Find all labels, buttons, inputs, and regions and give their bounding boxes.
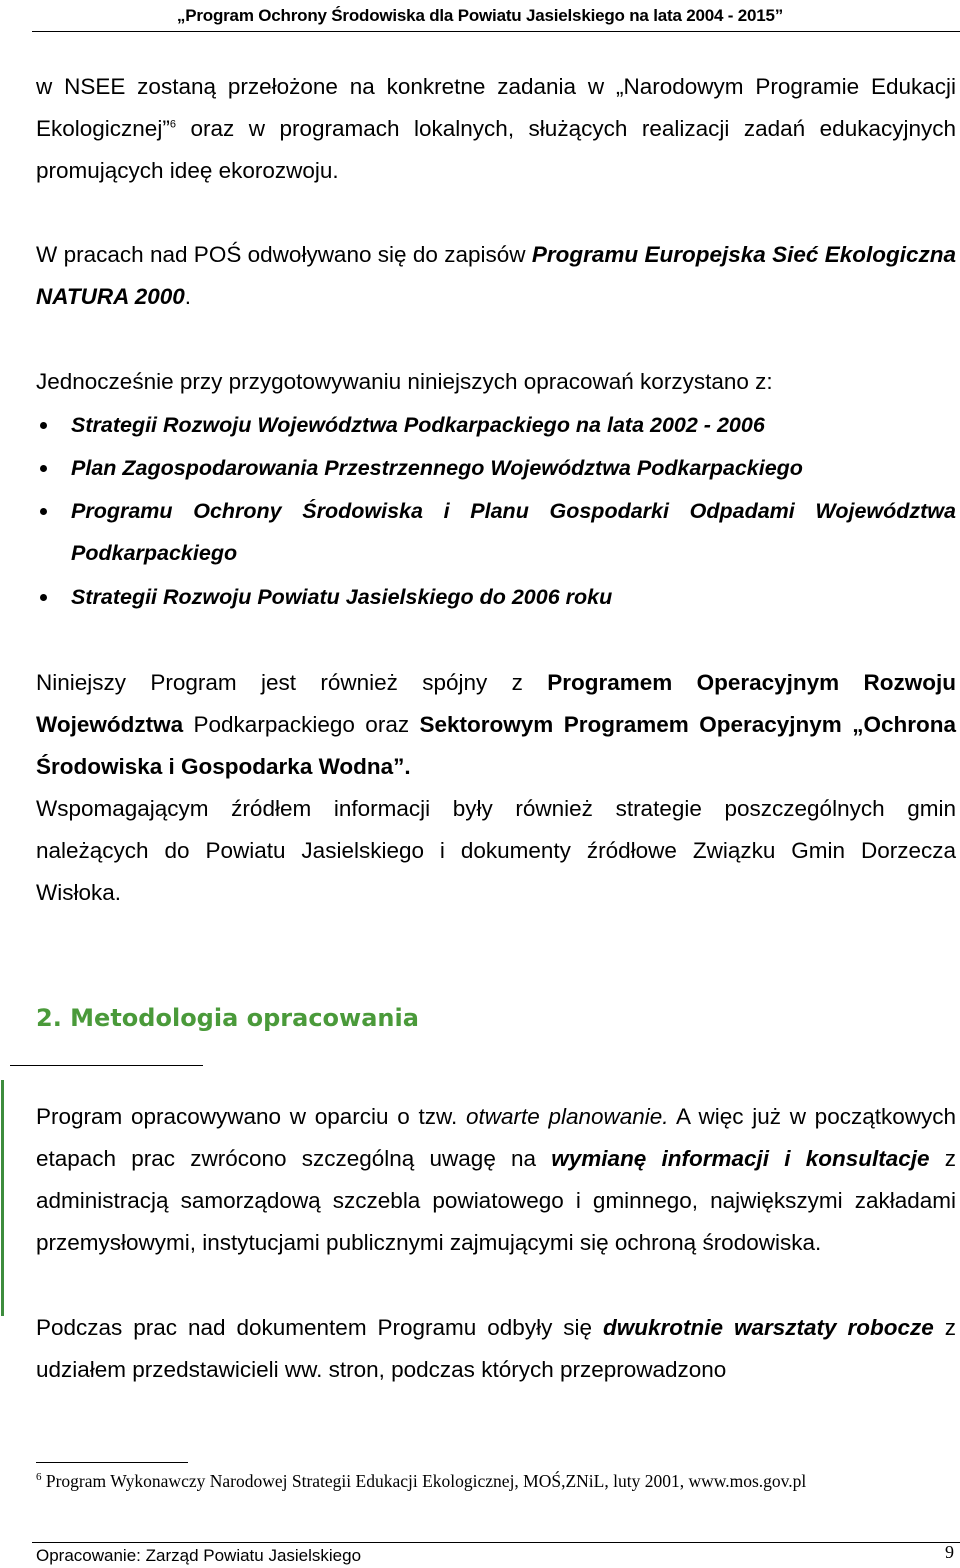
header-rule xyxy=(32,31,960,32)
source-list xyxy=(36,404,956,619)
page-number: 9 xyxy=(945,1542,954,1562)
list-item-text: Strategii Rozwoju Województwa Podkarpackiego na lata 2002 - 2006 xyxy=(71,413,765,437)
para1-text-2: oraz w programach lokalnych, służących realizacji zadań edukacyjnych promujących ideę ekorozwoju. xyxy=(36,116,956,183)
change-bar xyxy=(1,1080,4,1316)
section-heading: 2. Metodologia opracowania xyxy=(36,1004,419,1032)
para2-natura-program: Programu Europejska Sieć Ekologiczna NATURA 2000 xyxy=(36,242,956,309)
para7-emphasis: dwukrotnie warsztaty robocze xyxy=(603,1315,934,1340)
footnote-text: Program Wykonawczy Narodowej Strategii Edukacji Ekologicznej, MOŚ,ZNiL, luty 2001, www.mos.gov.pl xyxy=(41,1471,807,1491)
list-item-text: Plan Zagospodarowania Przestrzennego Województwa Podkarpackiego xyxy=(71,456,803,480)
para7-text-2: z udziałem przedstawicieli ww. stron, podczas których przeprowadzono xyxy=(36,1315,956,1382)
list-item-text: Programu Ochrony Środowiska i Planu Gospodarki Odpadami Województwa Podkarpackiego xyxy=(71,499,956,565)
para4-program-name-2: Sektorowym Programem Operacyjnym „Ochrona Środowiska i Gospodarka Wodna” xyxy=(36,712,956,779)
paragraph-4 xyxy=(36,662,956,788)
para6-text-3: z administracją samorządową szczebla powiatowego i gminnego, największymi zakładami przemysłowymi, instytucjami publicznymi zajmującymi się ochroną środowiska. xyxy=(36,1146,956,1255)
paragraph-2 xyxy=(36,234,956,318)
list-item xyxy=(36,404,956,447)
footnote-ref: 6 xyxy=(169,118,176,131)
bullet-icon xyxy=(40,594,47,601)
para4-text-1: Niniejszy Program jest również spójny z xyxy=(36,670,548,695)
paragraph-1 xyxy=(36,66,956,192)
bullet-icon xyxy=(40,508,47,515)
para2-text-1: W pracach nad POŚ odwoływano się do zapisów xyxy=(36,242,532,267)
footnote-rule xyxy=(36,1462,188,1463)
para6-text-2: A więc już w początkowych etapach prac zwrócono szczególną uwagę na xyxy=(36,1104,956,1171)
footnote-number: 6 xyxy=(36,1471,42,1484)
bullet-icon xyxy=(40,465,47,472)
paragraph-7 xyxy=(36,1307,956,1391)
bullet-icon xyxy=(40,422,47,429)
footer-rule xyxy=(32,1542,960,1543)
list-item-text: Strategii Rozwoju Powiatu Jasielskiego do 2006 roku xyxy=(71,585,613,609)
para6-open-planning: otwarte planowanie. xyxy=(465,1104,669,1129)
list-item xyxy=(36,447,956,490)
para7-text-1: Podczas prac nad dokumentem Programu odbyły się xyxy=(36,1315,604,1340)
para6-emphasis: wymianę informacji i konsultacje xyxy=(551,1146,930,1171)
footer-author: Opracowanie: Zarząd Powiatu Jasielskiego xyxy=(36,1546,362,1565)
para6-text-1: Program opracowywano w oparciu o tzw. xyxy=(36,1104,466,1129)
para4-text-3: . xyxy=(404,754,411,779)
footnote xyxy=(36,1471,806,1492)
section-rule xyxy=(10,1065,203,1066)
paragraph-5: Wspomagającym źródłem informacji były również strategie poszczególnych gmin należących do Powiatu Jasielskiego i dokumenty źródłowe Związku Gmin Dorzecza Wisłoka. xyxy=(36,796,956,905)
paragraph-3-intro: Jednocześnie przy przygotowywaniu niniejszych opracowań korzystano z: xyxy=(36,369,773,394)
list-item xyxy=(36,576,956,619)
list-item xyxy=(36,490,956,574)
paragraph-6 xyxy=(36,1096,956,1264)
para4-program-name-1: Programem Operacyjnym Rozwoju Województwa xyxy=(36,670,956,737)
para4-text-2: Podkarpackiego oraz xyxy=(183,712,420,737)
para1-text-1: w NSEE zostaną przełożone na konkretne zadania w „Narodowym Programie Edukacji Ekologicznej” xyxy=(36,74,956,141)
para2-text-2: . xyxy=(184,284,192,309)
running-header: „Program Ochrony Środowiska dla Powiatu Jasielskiego na lata 2004 - 2015” xyxy=(176,6,784,25)
